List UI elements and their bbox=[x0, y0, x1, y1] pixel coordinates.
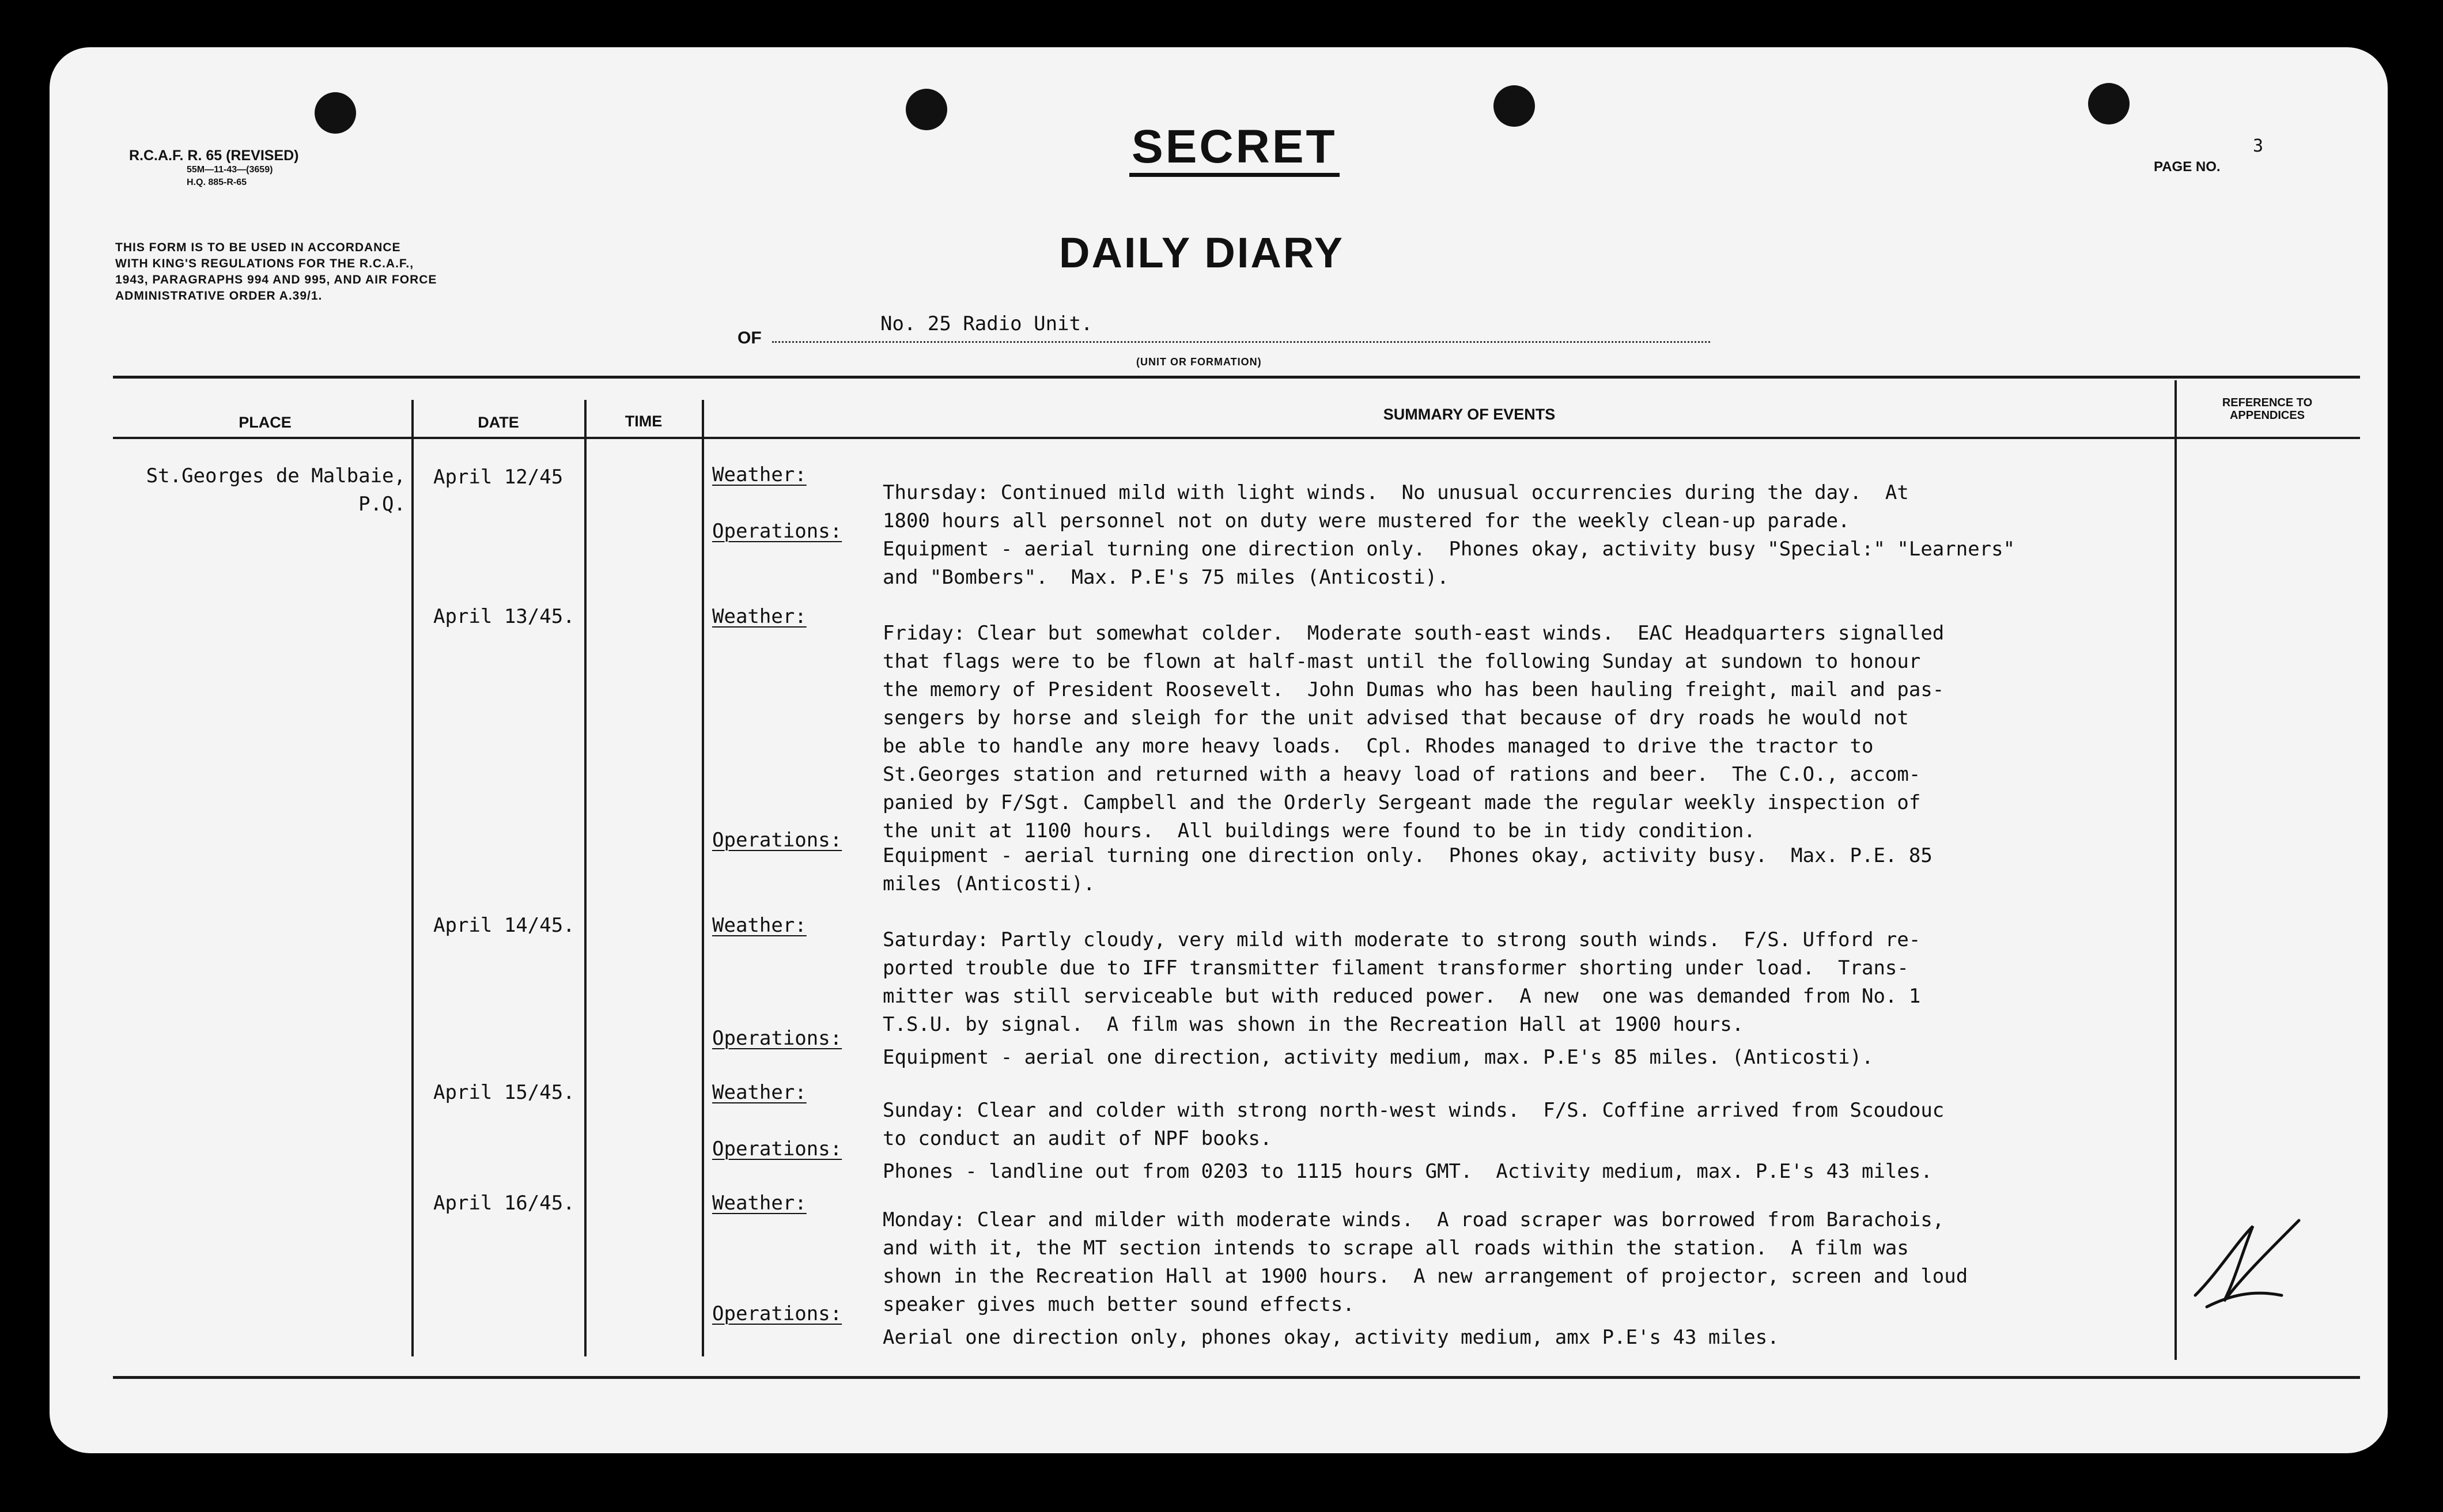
summary-line: be able to handle any more heavy loads. Cpl. Rhodes managed to drive the tractor to bbox=[883, 735, 1874, 758]
column-header-date: DATE bbox=[478, 414, 519, 431]
classification-stamp: SECRET bbox=[1129, 121, 1340, 177]
regulation-notice bbox=[115, 240, 437, 304]
summary-line: T.S.U. by signal. A film was shown in the Recreation Hall at 1900 hours. bbox=[883, 1013, 1744, 1036]
entry-date: April 16/45. bbox=[433, 1192, 575, 1215]
unit-of-label: OF bbox=[738, 328, 762, 347]
notice-line-4: ADMINISTRATIVE ORDER A.39/1. bbox=[115, 289, 323, 303]
summary-line: shown in the Recreation Hall at 1900 hours. A new arrangement of projector, screen and loud bbox=[883, 1265, 1968, 1288]
summary-line: the unit at 1100 hours. All buildings were found to be in tidy condition. bbox=[883, 819, 1756, 842]
column-header-reference bbox=[2184, 396, 2351, 422]
place-line-1: St.Georges de Malbaie, bbox=[146, 464, 406, 487]
form-number bbox=[129, 148, 299, 189]
column-header-summary: SUMMARY OF EVENTS bbox=[1383, 406, 1556, 423]
summary-line: speaker gives much better sound effects. bbox=[883, 1293, 1355, 1316]
initials-signature bbox=[2184, 1209, 2310, 1318]
table-header-rule bbox=[113, 437, 2360, 439]
summary-line: Friday: Clear but somewhat colder. Moderate south-east winds. EAC Headquarters signalled bbox=[883, 622, 1945, 645]
weather-label: Weather: bbox=[712, 1081, 807, 1104]
notice-line-2: WITH KING'S REGULATIONS FOR THE R.C.A.F., bbox=[115, 257, 414, 270]
unit-dotted-line bbox=[772, 341, 1710, 343]
unit-caption: (UNIT OR FORMATION) bbox=[1136, 356, 1262, 368]
place-line-2: P.Q. bbox=[358, 493, 406, 516]
weather-label: Weather: bbox=[712, 1192, 807, 1215]
summary-line: ported trouble due to IFF transmitter filament transformer shorting under load. Trans- bbox=[883, 957, 1909, 980]
form-number-line-1: R.C.A.F. R. 65 (REVISED) bbox=[129, 148, 299, 164]
summary-line: Saturday: Partly cloudy, very mild with moderate to strong south winds. F/S. Ufford re- bbox=[883, 928, 1921, 951]
weather-label: Weather: bbox=[712, 605, 807, 628]
entry-date: April 13/45. bbox=[433, 605, 575, 628]
summary-line: St.Georges station and returned with a heavy load of rations and beer. The C.O., accom- bbox=[883, 763, 1921, 786]
entry-date: April 15/45. bbox=[433, 1081, 575, 1104]
summary-line: and "Bombers". Max. P.E's 75 miles (Anticosti). bbox=[883, 566, 1449, 589]
page-number: 3 bbox=[2253, 136, 2264, 156]
summary-line: Aerial one direction only, phones okay, activity medium, amx P.E's 43 miles. bbox=[883, 1326, 1779, 1349]
notice-line-1: THIS FORM IS TO BE USED IN ACCORDANCE bbox=[115, 241, 401, 254]
table-bottom-rule bbox=[113, 1376, 2360, 1379]
summary-line: and with it, the MT section intends to scrape all roads within the station. A film was bbox=[883, 1237, 1909, 1260]
weather-summary bbox=[883, 591, 1944, 845]
operations-summary bbox=[883, 814, 1933, 898]
summary-line: sengers by horse and sleigh for the unit advised that because of dry roads he would not bbox=[883, 706, 1909, 729]
operations-summary bbox=[883, 507, 2015, 592]
summary-line: miles (Anticosti). bbox=[883, 872, 1095, 895]
summary-line: Phones - landline out from 0203 to 1115 hours GMT. Activity medium, max. P.E's 43 miles. bbox=[883, 1160, 1933, 1183]
operations-label: Operations: bbox=[712, 829, 842, 852]
column-header-time: TIME bbox=[625, 413, 663, 430]
summary-line: the memory of President Roosevelt. John Dumas who has been hauling freight, mail and pas- bbox=[883, 678, 1945, 701]
place-date-divider bbox=[411, 400, 414, 1356]
summary-line: 1800 hours all personnel not on duty were mustered for the weekly clean-up parade. bbox=[883, 509, 1850, 532]
summary-line: Equipment - aerial turning one direction only. Phones okay, activity busy "Special:" "Learners" bbox=[883, 538, 2015, 561]
notice-line-3: 1943, PARAGRAPHS 994 AND 995, AND AIR FORCE bbox=[115, 273, 437, 286]
unit-name: No. 25 Radio Unit. bbox=[880, 312, 1093, 335]
page-number-label: PAGE NO. bbox=[2154, 159, 2221, 175]
page-title: DAILY DIARY bbox=[1059, 229, 1344, 277]
summary-line: mitter was still serviceable but with reduced power. A new one was demanded from No. 1 bbox=[883, 985, 1921, 1008]
summary-line: Thursday: Continued mild with light winds. No unusual occurrencies during the day. At bbox=[883, 481, 1909, 504]
weather-label: Weather: bbox=[712, 914, 807, 937]
weather-label: Weather: bbox=[712, 463, 807, 486]
table-top-rule bbox=[113, 376, 2360, 379]
form-number-line-2: 55M—11-43—(3659) bbox=[187, 165, 273, 175]
operations-label: Operations: bbox=[712, 1302, 842, 1325]
summary-line: Sunday: Clear and colder with strong north-west winds. F/S. Coffine arrived from Scoudouc bbox=[883, 1099, 1945, 1122]
punch-hole-1 bbox=[906, 89, 947, 130]
summary-line: that flags were to be flown at half-mast until the following Sunday at sundown to honour bbox=[883, 650, 1921, 673]
column-header-place: PLACE bbox=[239, 414, 292, 431]
punch-hole-left bbox=[315, 92, 356, 134]
summary-line: Equipment - aerial one direction, activity medium, max. P.E's 85 miles. (Anticosti). bbox=[883, 1046, 1874, 1069]
summary-line: panied by F/Sgt. Campbell and the Orderly Sergeant made the regular weekly inspection of bbox=[883, 791, 1921, 814]
punch-hole-3 bbox=[2088, 83, 2130, 124]
operations-label: Operations: bbox=[712, 1137, 842, 1161]
form-number-line-3: H.Q. 885-R-65 bbox=[187, 177, 247, 187]
entry-date: April 12/45 bbox=[433, 466, 564, 489]
summary-reference-divider bbox=[2175, 380, 2177, 1360]
date-time-divider bbox=[584, 400, 587, 1356]
operations-summary bbox=[883, 1015, 1873, 1072]
operations-summary bbox=[883, 1295, 1779, 1352]
operations-label: Operations: bbox=[712, 520, 842, 543]
reference-header-line-2: APPENDICES bbox=[2229, 409, 2305, 422]
operations-label: Operations: bbox=[712, 1027, 842, 1050]
entry-date: April 14/45. bbox=[433, 914, 575, 937]
reference-header-line-1: REFERENCE TO bbox=[2222, 396, 2313, 409]
punch-hole-2 bbox=[1493, 85, 1535, 127]
place-cell bbox=[96, 462, 406, 519]
summary-line: Equipment - aerial turning one direction only. Phones okay, activity busy. Max. P.E. 85 bbox=[883, 844, 1933, 867]
summary-line: to conduct an audit of NPF books. bbox=[883, 1127, 1272, 1150]
time-summary-divider bbox=[702, 400, 704, 1356]
summary-line: Monday: Clear and milder with moderate winds. A road scraper was borrowed from Barachois, bbox=[883, 1208, 1945, 1231]
